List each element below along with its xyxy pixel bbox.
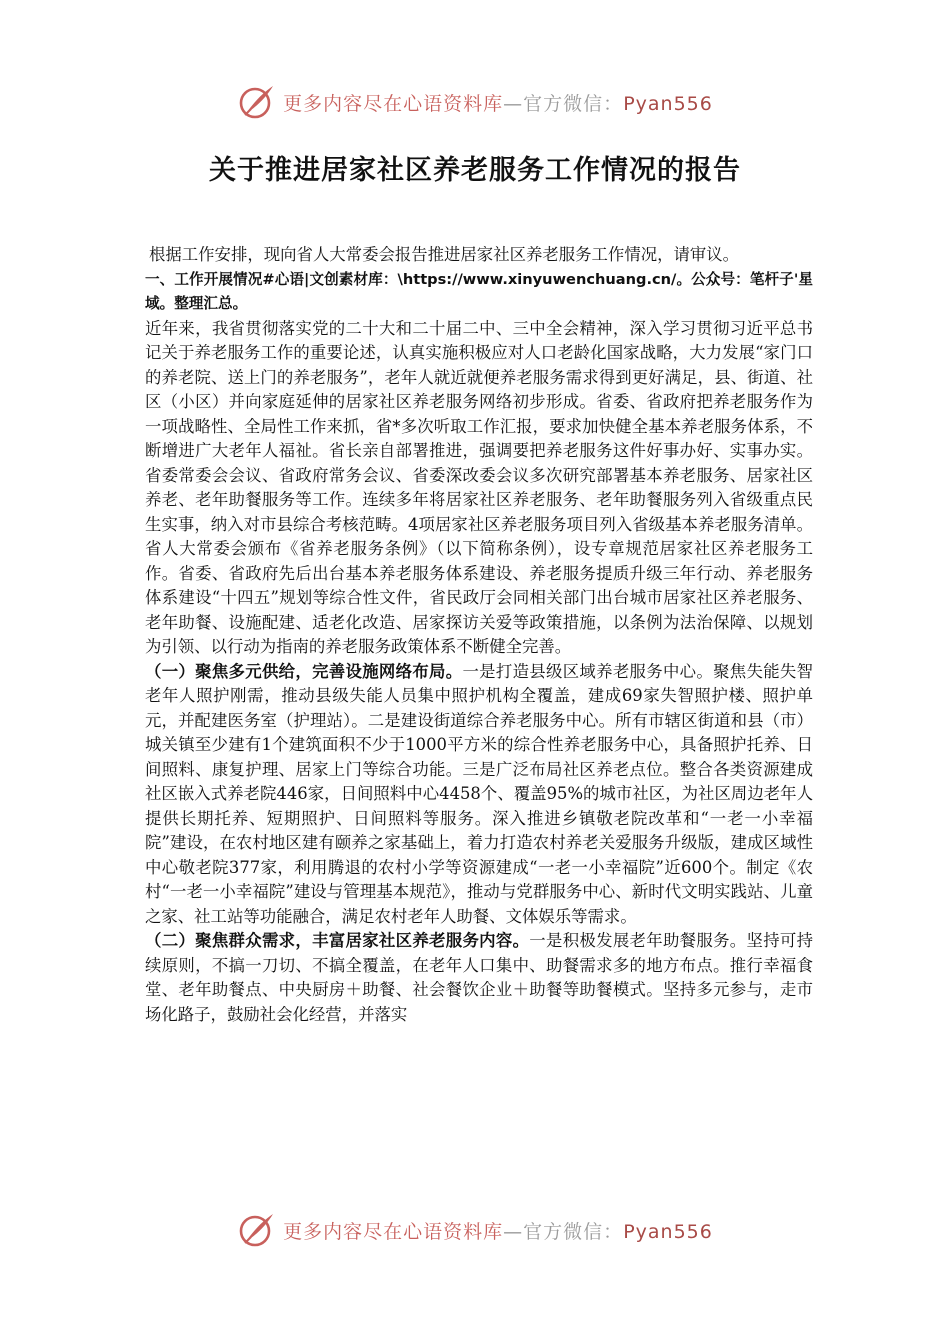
watermark-banner-bottom: [0, 1208, 950, 1252]
document-body: [145, 243, 813, 1193]
subsection-paragraph-2: [145, 929, 813, 1027]
subsection-heading-2: （二）聚焦群众需求，丰富居家社区养老服务内容。: [145, 931, 530, 950]
subsection-text-2: 一是积极发展老年助餐服务。坚持可持续原则，不搞一刀切、不搞全覆盖，在老年人口集中、助餐需求多的地方布点。推行幸福食堂、老年助餐点、中央厨房＋助餐、社会餐饮企业＋助餐等助餐模式。坚持多元参与，走市场化路子，鼓励社会化经营，并落实: [145, 931, 813, 1024]
body-paragraph: 近年来，我省贯彻落实党的二十大和二十届二中、三中全会精神，深入学习贯彻习近平总书记关于养老服务工作的重要论述，认真实施积极应对人口老龄化国家战略，大力发展“家门口的养老院、送上门的养老服务”，老年人就近就便养老服务需求得到更好满足，县、街道、社区（小区）并向家庭延伸的居家社区养老服务网络初步形成。省委、省政府把养老服务作为一项战略性、全局性工作来抓，省*多次听取工作汇报，要求加快健全基本养老服务体系，不断增进广大老年人福祉。省长亲自部署推进，强调要把养老服务这件好事办好、实事办实。省委常委会会议、省政府常务会议、省委深改委会议多次研究部署基本养老服务、居家社区养老、老年助餐服务等工作。连续多年将居家社区养老服务、老年助餐服务列入省级重点民生实事，纳入对市县综合考核范畴。4项居家社区养老服务项目列入省级基本养老服务清单。省人大常委会颁布《省养老服务条例》（以下简称条例），设专章规范居家社区养老服务工作。省委、省政府先后出台基本养老服务体系建设、养老服务提质升级三年行动、养老服务体系建设“十四五”规划等综合性文件，省民政厅会同相关部门出台城市居家社区养老服务、老年助餐、设施配建、适老化改造、居家探访关爱等政策措施，以条例为法治保障、以规划为引领、以行动为指南的养老服务政策体系不断健全完善。: [145, 318, 813, 656]
watermark-separator: —: [503, 1220, 524, 1243]
subsection-heading-1: （一）聚焦多元供给，完善设施网络布局。: [145, 661, 463, 681]
watermark-text: [283, 89, 713, 116]
watermark-brand: 更多内容尽在心语资料库: [283, 92, 504, 115]
quill-circle-logo-icon: [237, 82, 277, 122]
subsection-paragraph-1: [145, 660, 813, 930]
quill-circle-logo-icon: [237, 1210, 277, 1250]
watermark-brand: 更多内容尽在心语资料库: [283, 1220, 504, 1243]
subsection-text-1: 一是打造县级区域养老服务中心。聚焦失能失智老年人照护刚需，推动县级失能人员集中照护机构全覆盖，建成69家失智照护楼、照护单元，并配建医务室（护理站）。二是建设街道综合养老服务中心。所有市辖区街道和县（市）城关镇至少建有1个建筑面积不少于1000平方米的综合性养老服务中心，具备照护托养、日间照料、康复护理、居家上门等综合功能。三是广泛布局社区养老点位。整合各类资源建成社区嵌入式养老院446家，日间照料中心4458个、覆盖95%的城市社区，为社区周边老年人提供长期托养、短期照护、日间照料等服务。深入推进乡镇敬老院改革和“一老一小幸福院”建设，在农村地区建有颐养之家基础上，着力打造农村养老关爱服务升级版，建成区域性中心敬老院377家，利用腾退的农村小学等资源建成“一老一小幸福院”近600个。制定《农村“一老一小幸福院”建设与管理基本规范》，推动与党群服务中心、新时代文明实践站、儿童之家、社工站等功能融合，满足农村老年人助餐、文体娱乐等需求。: [145, 661, 813, 926]
watermark-wechat-id: Pyan556: [623, 1220, 713, 1243]
watermark-wechat-label: 官方微信：: [523, 1220, 624, 1243]
watermark-banner-top: [0, 80, 950, 124]
document-title: 关于推进居家社区养老服务工作情况的报告: [209, 155, 741, 186]
watermark-wechat-label: 官方微信：: [523, 92, 624, 115]
watermark-separator: —: [503, 92, 524, 115]
section-heading: 一、工作开展情况#心语|文创素材库：\https://www.xinyuwenchuang.cn/。公众号：笔杆子'星域。整理汇总。: [145, 270, 813, 312]
watermark-text: [283, 1217, 713, 1244]
watermark-wechat-id: Pyan556: [623, 92, 713, 115]
intro-paragraph: 根据工作安排，现向省人大常委会报告推进居家社区养老服务工作情况，请审议。: [149, 245, 740, 264]
